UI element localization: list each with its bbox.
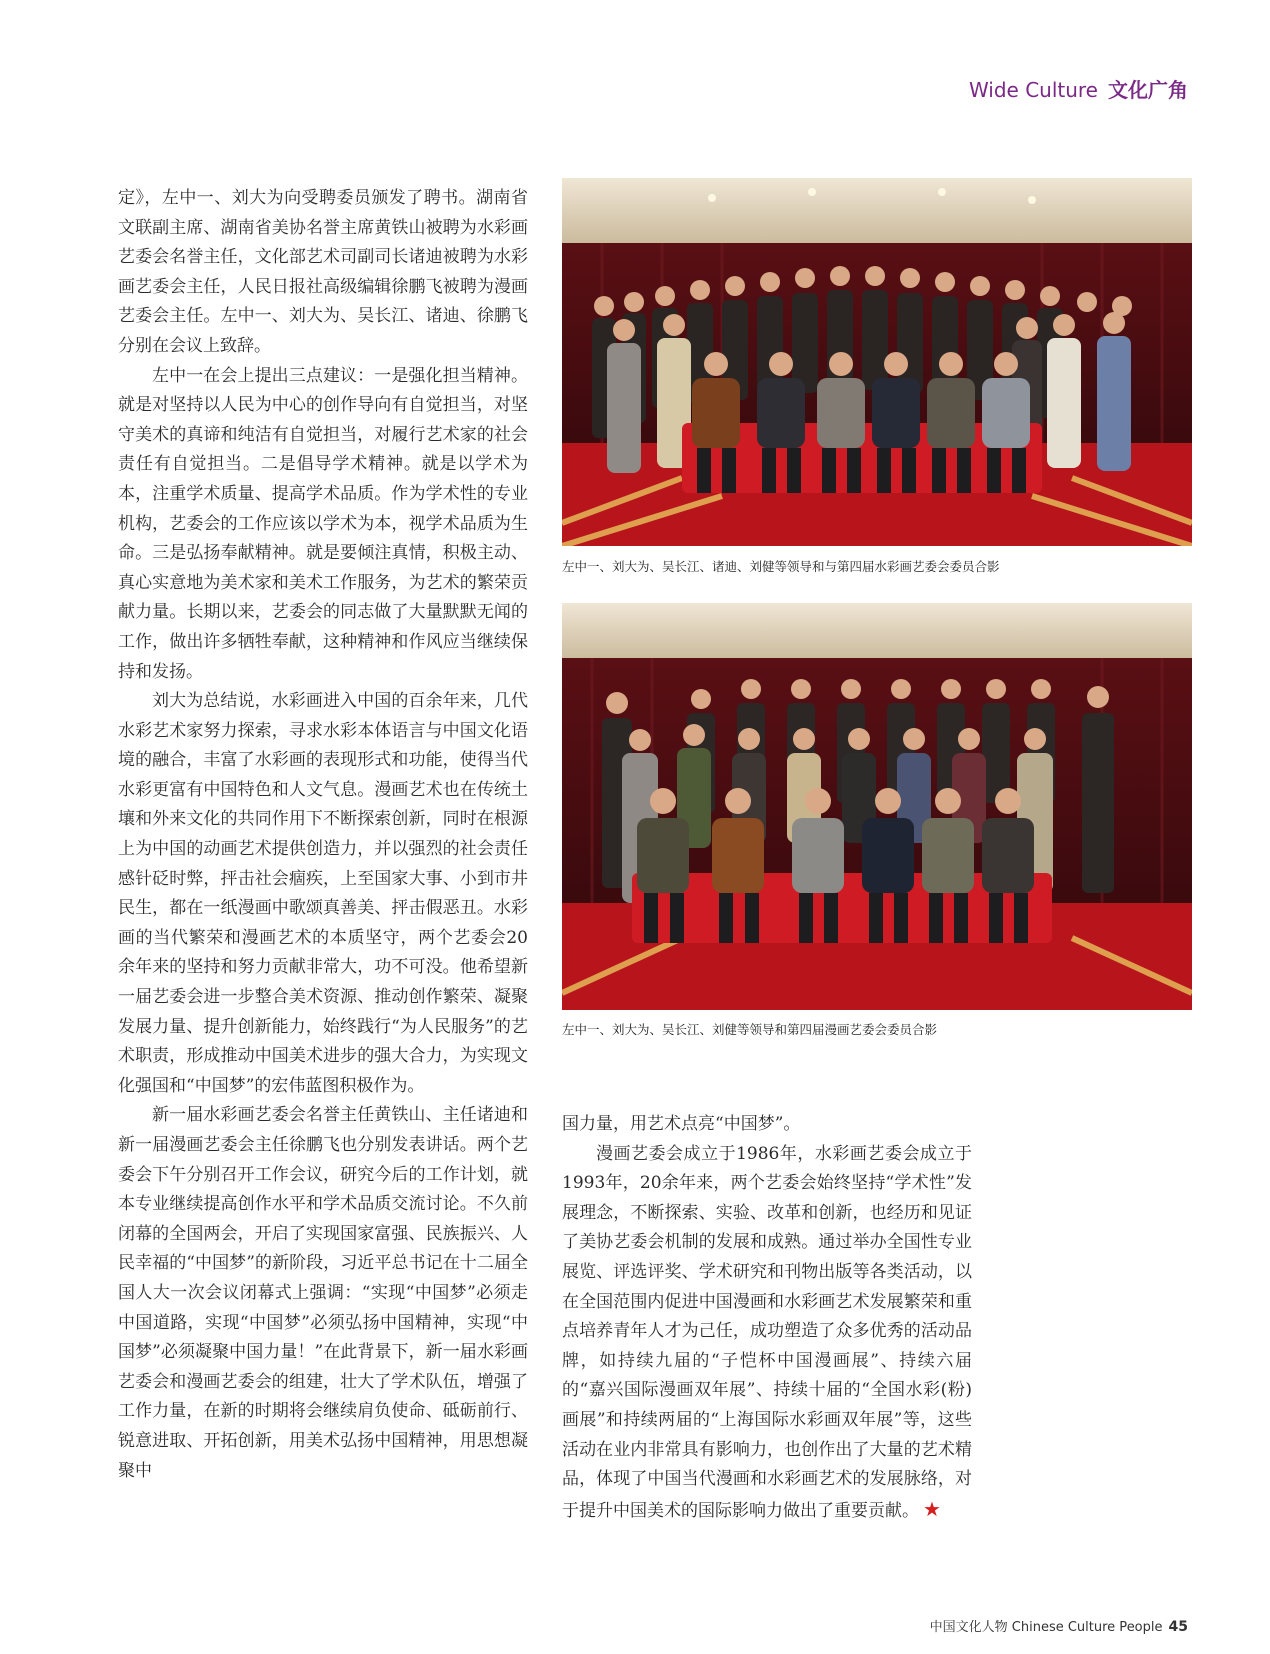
paragraph: 左中一在会上提出三点建议：一是强化担当精神。就是对坚持以人民为中心的创作导向有自觉担当，对坚守美术的真谛和纯洁有自觉担当，对履行艺术家的社会责任有自觉担当。二是倡导学术精神。就是以学术为本，注重学术质量、提高学术品质。作为学术性的专业机构，艺委会的工作应该以学术为本，视学术品质为生命。三是弘扬奉献精神。就是要倾注真情，积极主动、真心实意地为美术家和美术工作服务，为艺术的繁荣贡献力量。长期以来，艺委会的同志做了大量默默无闻的工作，做出许多牺牲奉献，这种精神和作风应当继续保持和发扬。: [118, 365, 528, 682]
photo-caption: 左中一、刘大为、吴长江、刘健等领导和第四届漫画艺委会委员合影: [562, 1022, 938, 1037]
page-number: 45: [1168, 1619, 1188, 1635]
publication-name: 中国文化人物 Chinese Culture People: [929, 1620, 1163, 1635]
left-text-column: [118, 184, 528, 1486]
right-text-column: [562, 1110, 972, 1526]
paragraph: 国力量，用艺术点亮“中国梦”。: [562, 1114, 801, 1134]
section-title-en: Wide Culture: [968, 78, 1098, 102]
section-title-zh: 文化广角: [1108, 78, 1188, 102]
group-photo-cartoon-image: [562, 603, 1192, 1010]
group-photo-cartoon: [562, 603, 1192, 1010]
group-photo-watercolor: [562, 178, 1192, 546]
page-footer: [930, 1616, 1188, 1635]
paragraph: 刘大为总结说，水彩画进入中国的百余年来，几代水彩艺术家努力探索，寻求水彩本体语言与中国文化语境的融合，丰富了水彩画的表现形式和功能，使得当代水彩更富有中国特色和人文气息。漫画艺术也在传统土壤和外来文化的共同作用下不断探索创新，同时在根源上为中国的动画艺术提供创造力，并以强烈的社会责任感针砭时弊，抨击社会痼疾，上至国家大事、小到市井民生，都在一纸漫画中歌颂真善美、抨击假恶丑。水彩画的当代繁荣和漫画艺术的本质坚守，两个艺委会20余年来的坚持和努力贡献非常大，功不可没。他希望新一届艺委会进一步整合美术资源、推动创作繁荣、凝聚发展力量、提升创新能力，始终践行“为人民服务”的艺术职责，形成推动中国美术进步的强大合力，为实现文化强国和“中国梦”的宏伟蓝图积极作为。: [118, 691, 528, 1096]
group-photo-watercolor-image: [562, 178, 1192, 546]
paragraph: 定》，左中一、刘大为向受聘委员颁发了聘书。湖南省文联副主席、湖南省美协名誉主席黄铁山被聘为水彩画艺委会名誉主任，文化部艺术司副司长诸迪被聘为水彩画艺委会主任，人民日报社高级编辑徐鹏飞被聘为漫画艺委会主任。左中一、刘大为、吴长江、诸迪、徐鹏飞分别在会议上致辞。: [118, 188, 528, 356]
paragraph: [562, 1140, 972, 1527]
section-header: [969, 74, 1188, 103]
end-star-icon: ★: [923, 1496, 941, 1521]
paragraph: 新一届水彩画艺委会名誉主任黄铁山、主任诸迪和新一届漫画艺委会主任徐鹏飞也分别发表讲话。两个艺委会下午分别召开工作会议，研究今后的工作计划，就本专业继续提高创作水平和学术品质交流讨论。不久前闭幕的全国两会，开启了实现国家富强、民族振兴、人民幸福的“中国梦”的新阶段，习近平总书记在十二届全国人大一次会议闭幕式上强调：“实现“中国梦”必须走中国道路，实现“中国梦”必须弘扬中国精神，实现“中国梦”必须凝聚中国力量！”在此背景下，新一届水彩画艺委会和漫画艺委会的组建，壮大了学术队伍，增强了工作力量，在新的时期将会继续肩负使命、砥砺前行、锐意进取、开拓创新，用美术弘扬中国精神，用思想凝聚中: [118, 1105, 528, 1481]
paragraph-text: 漫画艺委会成立于1986年，水彩画艺委会成立于1993年，20余年来，两个艺委会始终坚持“学术性”发展理念，不断探索、实验、改革和创新，也经历和见证了美协艺委会机制的发展和成熟。通过举办全国性专业展览、评选评奖、学术研究和刊物出版等各类活动，以在全国范围内促进中国漫画和水彩画艺术发展繁荣和重点培养青年人才为己任，成功塑造了众多优秀的活动品牌，如持续九届的“子恺杯中国漫画展”、持续六届的“嘉兴国际漫画双年展”、持续十届的“全国水彩(粉)画展”和持续两届的“上海国际水彩画双年展”等，这些活动在业内非常具有影响力，也创作出了大量的艺术精品，体现了中国当代漫画和水彩画艺术的发展脉络，对于提升中国美术的国际影响力做出了重要贡献。: [562, 1143, 972, 1521]
photo-caption: 左中一、刘大为、吴长江、诸迪、刘健等领导和与第四届水彩画艺委会委员合影: [562, 559, 1000, 574]
